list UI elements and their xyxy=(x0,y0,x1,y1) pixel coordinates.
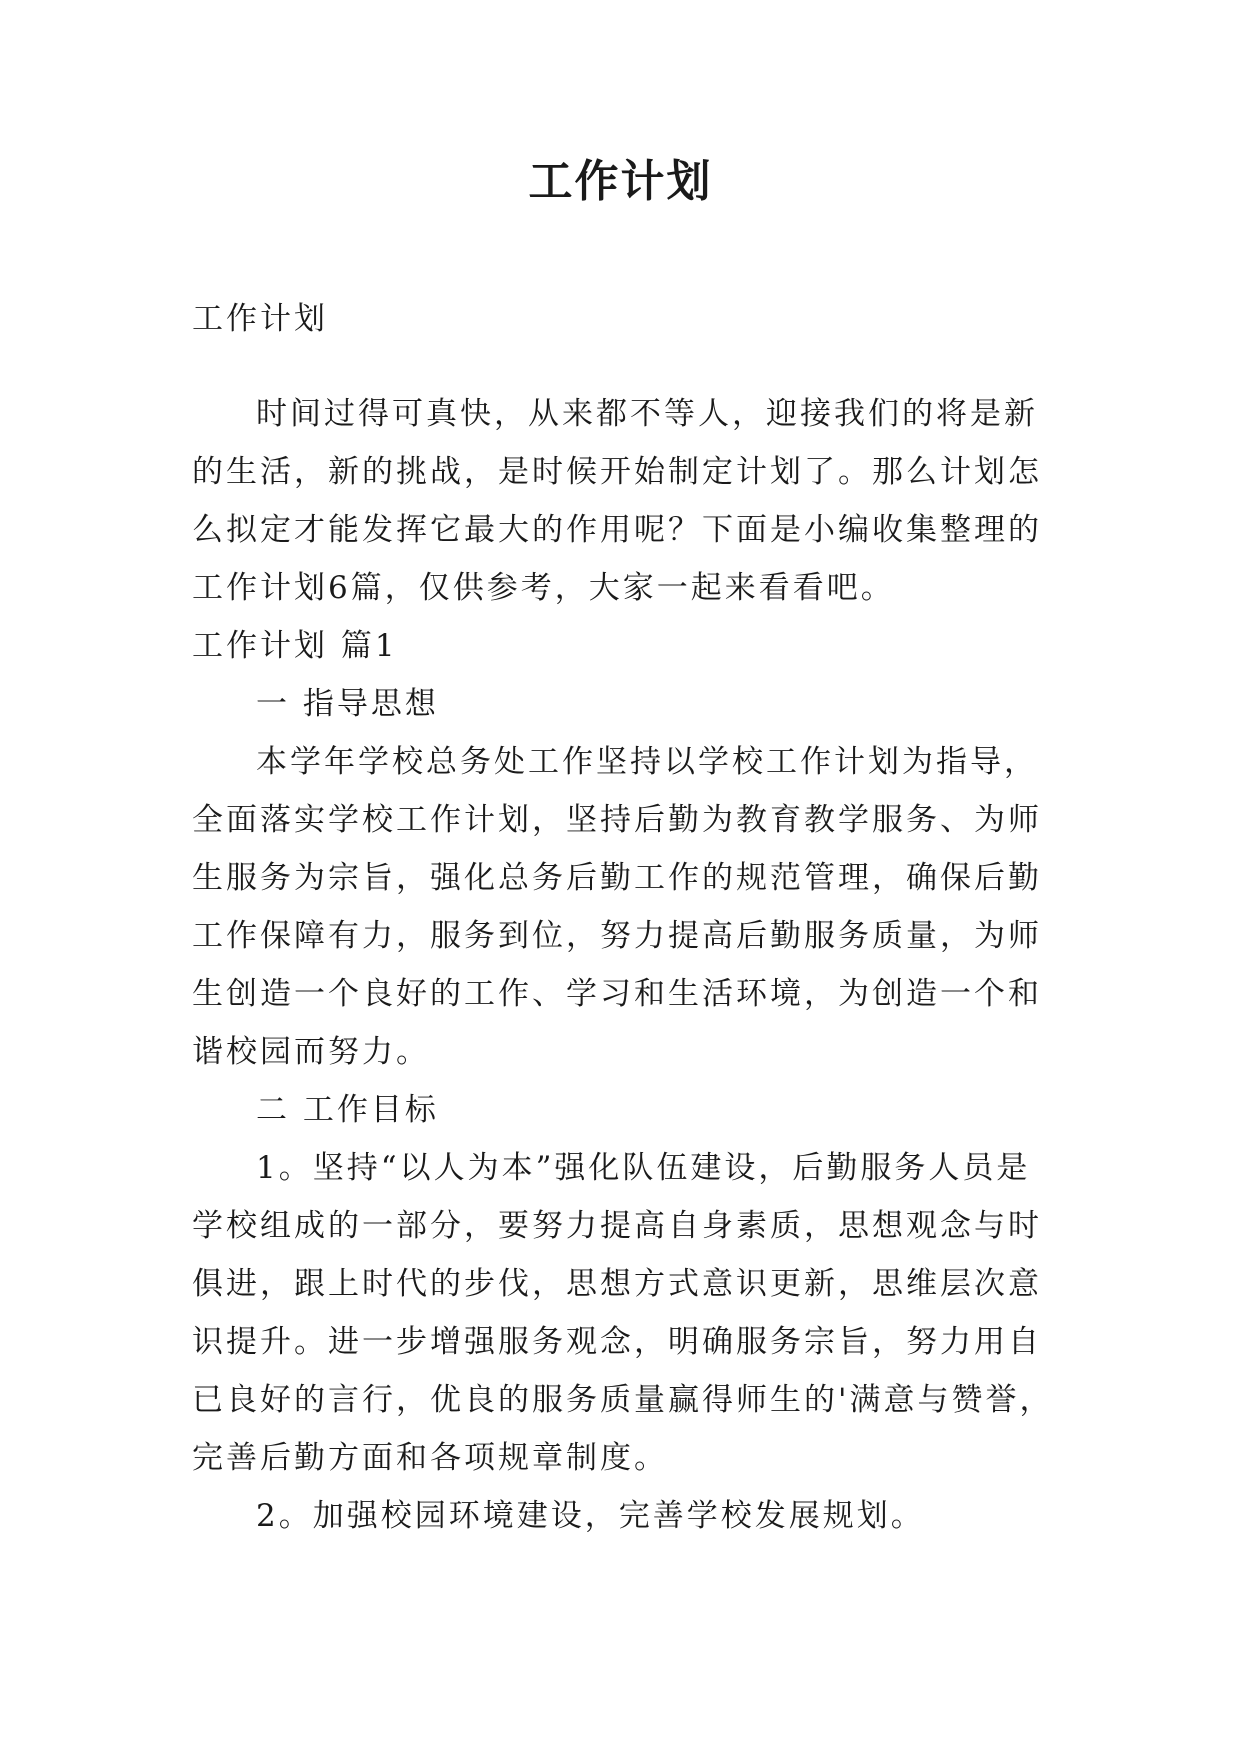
part1-paragraph: 本学年学校总务处工作坚持以学校工作计划为指导，全面落实学校工作计划，坚持后勤为教育教学服务、为师生服务为宗旨，强化总务后勤工作的规范管理，确保后勤工作保障有力，服务到位，努力提高后勤服务质量，为师生创造一个良好的工作、学习和生活环境，为创造一个和谐校园而努力。 xyxy=(192,744,1042,1070)
document-subtitle: 工作计划 xyxy=(192,301,328,337)
document-title: 工作计划 xyxy=(528,156,713,207)
part2-heading: 二 工作目标 xyxy=(256,1092,439,1128)
document-body xyxy=(192,385,1054,1545)
item1-paragraph: 1。坚持“以人为本”强化队伍建设，后勤服务人员是学校组成的一部分，要努力提高自身素质，思想观念与时俱进，跟上时代的步伐，思想方式意识更新，思维层次意识提升。进一步增强服务观念，明确服务宗旨，努力用自已良好的言行，优良的服务质量赢得师生的'满意与赞誉，完善后勤方面和各项规章制度。 xyxy=(192,1150,1054,1476)
section-heading: 工作计划 篇1 xyxy=(192,628,398,664)
intro-paragraph: 时间过得可真快，从来都不等人，迎接我们的将是新的生活，新的挑战，是时候开始制定计划了。那么计划怎么拟定才能发挥它最大的作用呢？下面是小编收集整理的工作计划6篇，仅供参考，大家一起来看看吧。 xyxy=(192,396,1042,606)
part1-heading: 一 指导思想 xyxy=(256,686,439,722)
item2-paragraph: 2。加强校园环境建设，完善学校发展规划。 xyxy=(256,1498,925,1534)
